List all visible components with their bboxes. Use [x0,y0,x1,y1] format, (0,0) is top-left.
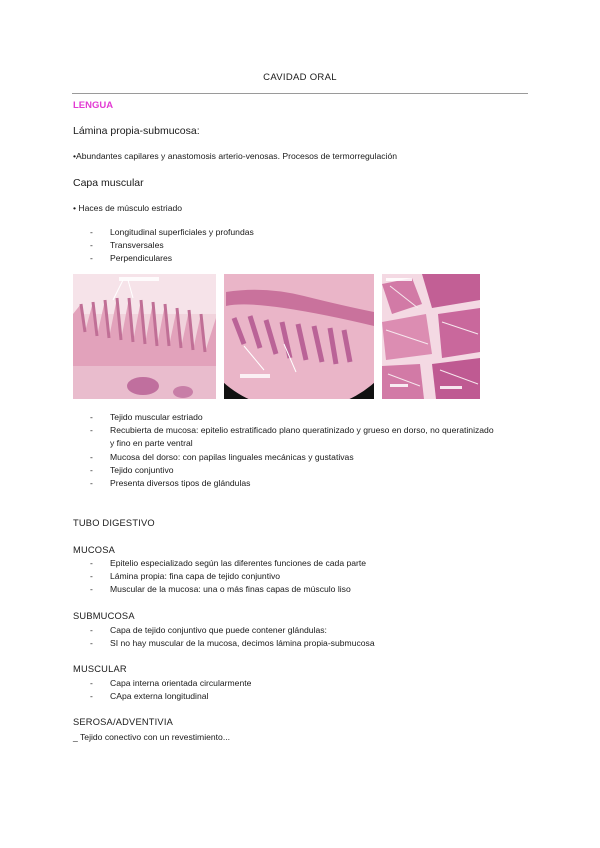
capa-muscular-text: • Haces de músculo estriado [73,203,183,213]
title-divider [72,93,528,94]
mucosa-list [73,557,366,597]
list-item: - Recubierta de mucosa: epitelio estratificado plano queratinizado y grueso en dorso, no queratinizado y fino en parte ventral [90,425,494,449]
capa-muscular-heading: Capa muscular [73,177,144,189]
micrograph-muscle-vignette [224,274,374,399]
haces-list [73,226,254,266]
list-item: - Transversales [90,240,164,251]
list-item: - Capa de tejido conjuntivo que puede contener glándulas: [90,625,327,635]
section-heading-lengua: LENGUA [73,100,114,111]
list-item: - Epitelio especializado según las diferentes funciones de cada parte [90,558,367,568]
list-item: - Longitudinal superficiales y profundas [90,227,254,237]
list-item: - CApa externa longitudinal [90,691,209,702]
list-item: - Lámina propia: fina capa de tejido conjuntivo [90,571,281,582]
muscular-list [73,677,251,703]
lamina-text: •Abundantes capilares y anastomosis arterio-venosas. Procesos de termorregulación [73,151,398,161]
micrograph-papillae [73,274,216,399]
micrograph-striated-muscle [382,274,480,399]
page-title: CAVIDAD ORAL [263,72,337,83]
lamina-heading: Lámina propia-submucosa: [73,125,200,137]
list-item: - SI no hay muscular de la mucosa, decimos lámina propia-submucosa [90,638,375,649]
list-item: - Perpendiculares [90,253,173,264]
list-item: - Tejido muscular estriado [90,412,203,422]
mucosa-heading: MUCOSA [73,545,116,555]
list-item: - Muscular de la mucosa: una o más finas capas de músculo liso [90,584,351,595]
section-heading-tubo: TUBO DIGESTIVO [73,518,155,528]
list-item: - Mucosa del dorso: con papilas linguales mecánicas y gustativas [90,451,354,462]
list-item: - Capa interna orientada circularmente [90,678,252,688]
list-item: - Tejido conjuntivo [90,464,174,475]
muscular-heading: MUSCULAR [73,664,127,674]
submucosa-list [73,624,375,650]
lengua-features-list [73,411,500,490]
serosa-text: _ Tejido conectivo con un revestimiento... [73,732,231,742]
submucosa-heading: SUBMUCOSA [73,611,135,621]
serosa-heading: SEROSA/ADVENTIVIA [73,717,174,727]
list-item: - Presenta diversos tipos de glándulas [90,478,251,489]
